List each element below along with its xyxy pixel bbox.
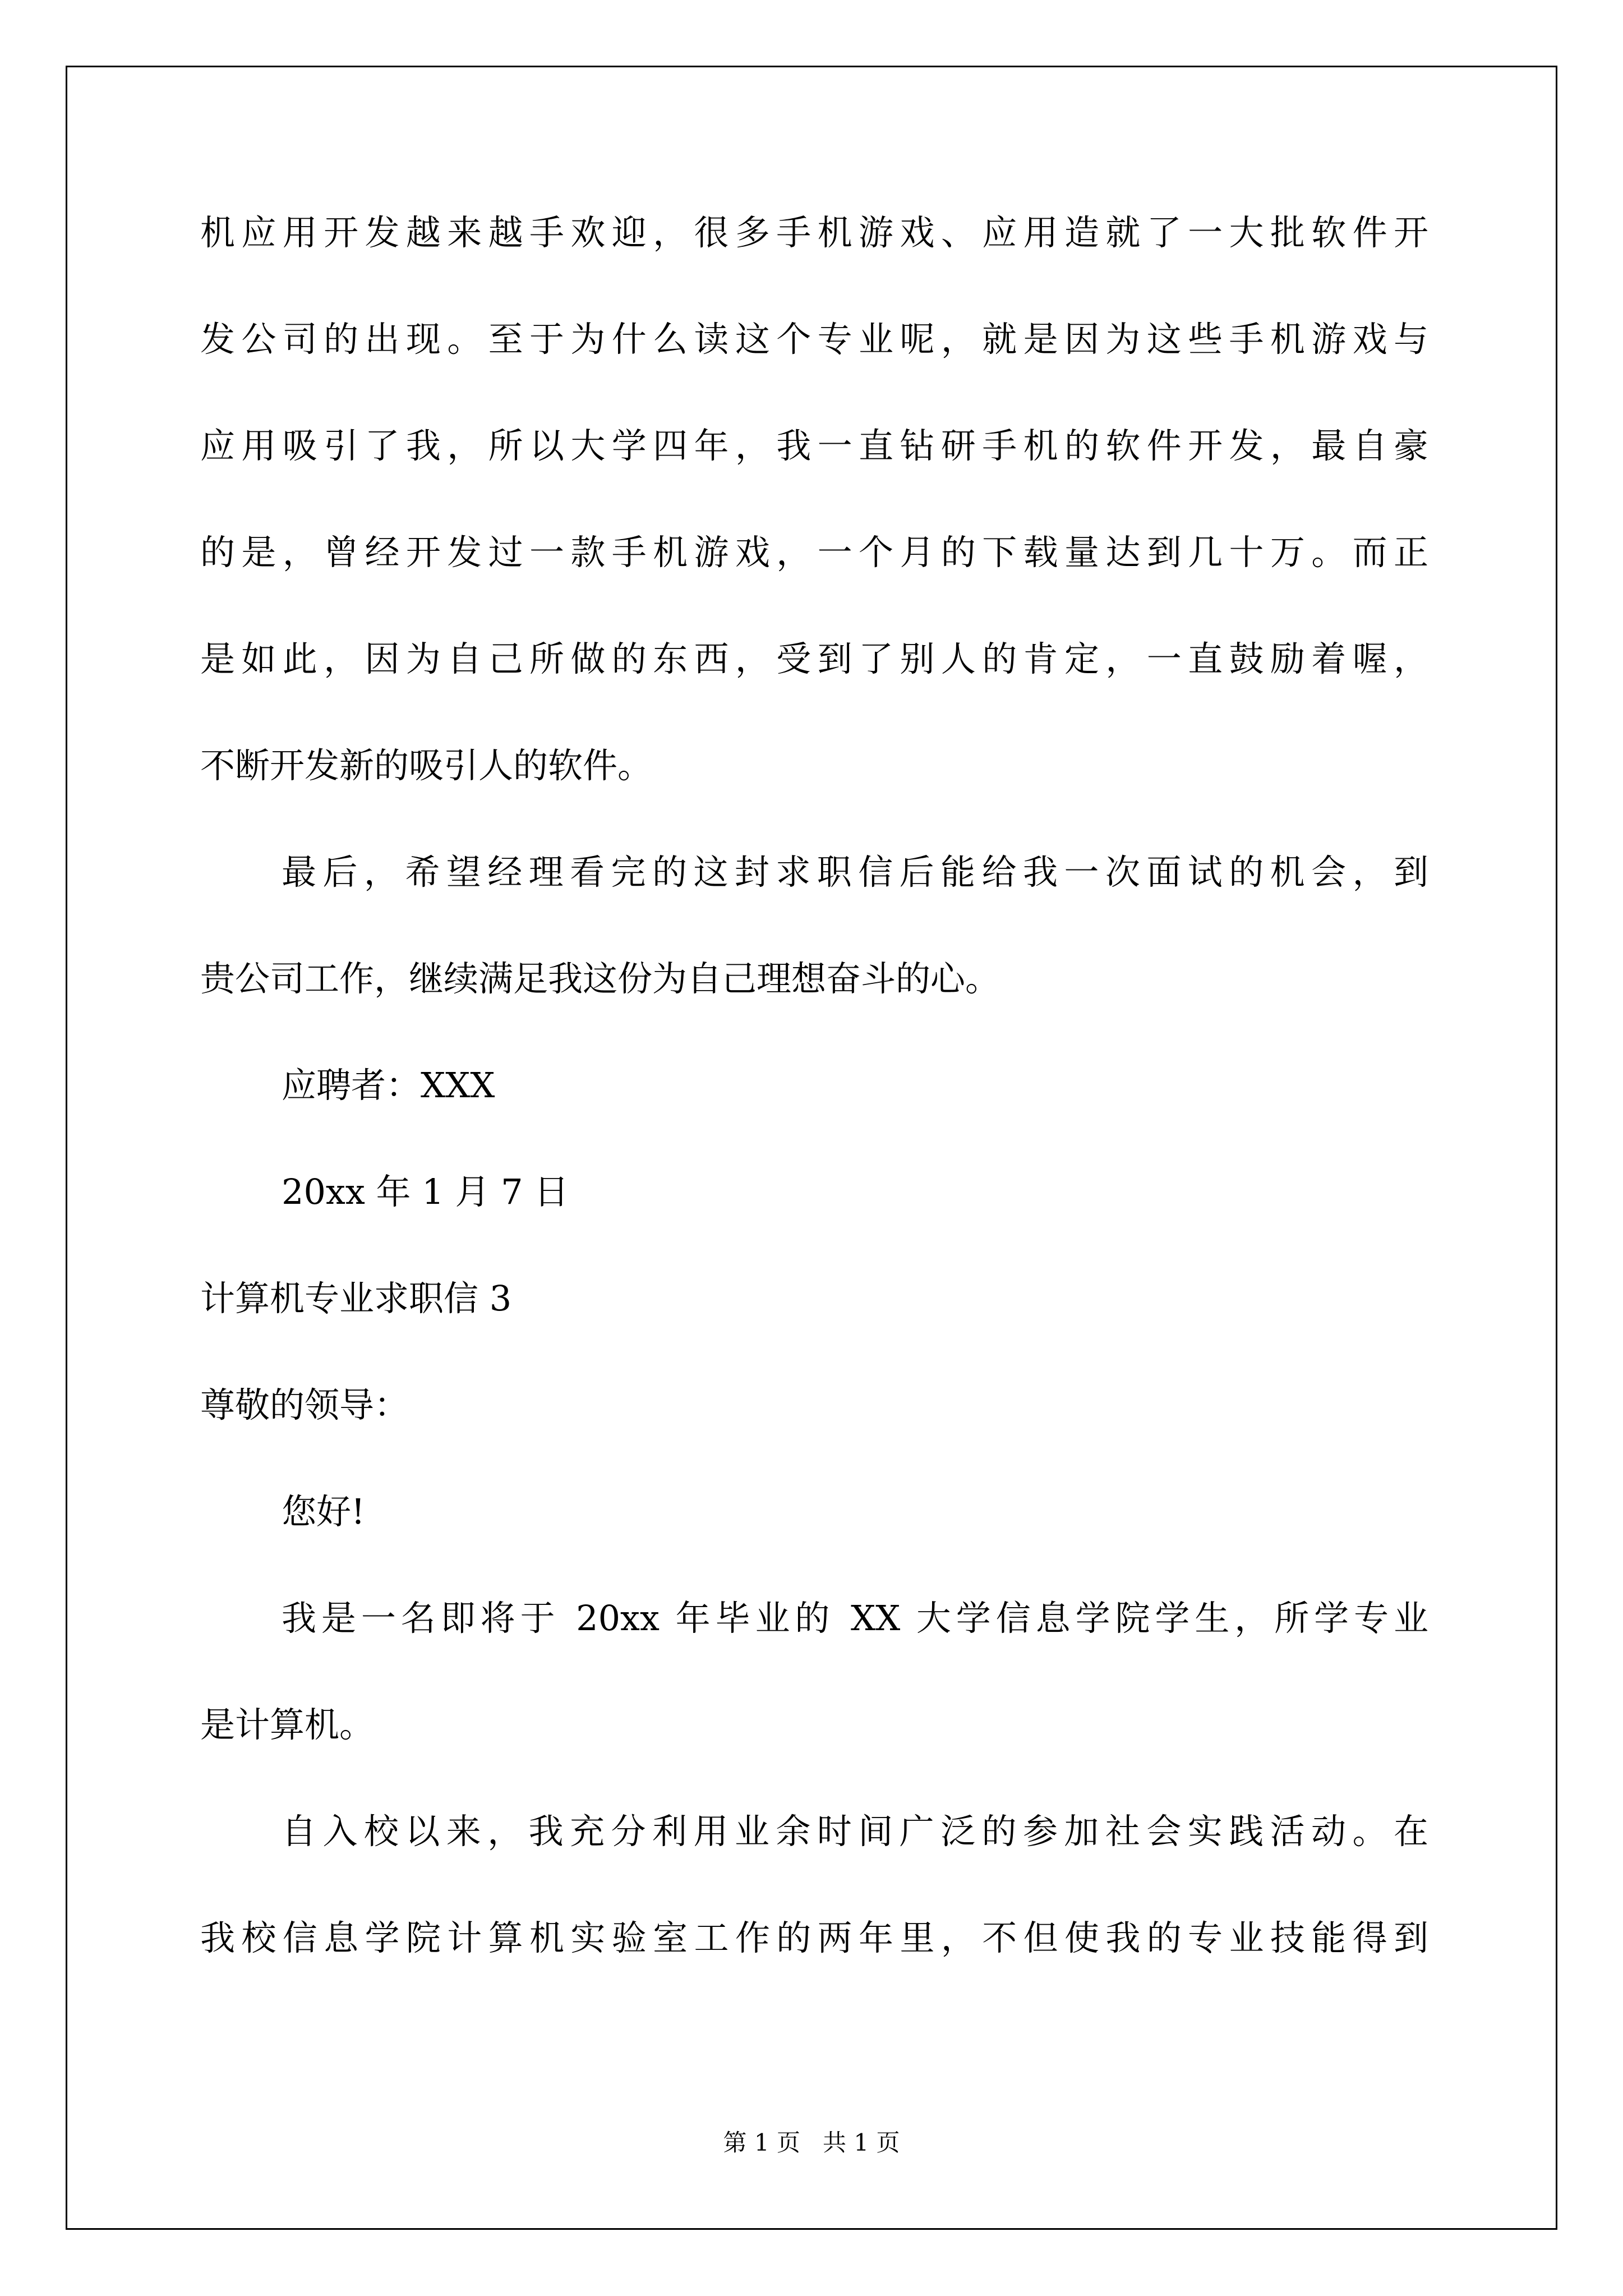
page-footer: 第 1 页 共 1 页	[723, 2129, 900, 2156]
body-line-14: 我是一名即将于 20xx 年毕业的 XX 大学信息学院学生，所学专业	[282, 1598, 1428, 1639]
greeting: 您好!	[282, 1491, 365, 1532]
section-title: 计算机专业求职信 3	[200, 1278, 512, 1319]
body-line-6: 不断开发新的吸引人的软件。	[200, 745, 653, 786]
page-border	[66, 66, 1557, 2230]
body-line-7: 最后，希望经理看完的这封求职信后能给我一次面试的机会，到	[282, 852, 1428, 892]
body-line-16: 自入校以来，我充分利用业余时间广泛的参加社会实践活动。在	[282, 1811, 1428, 1852]
body-line-8: 贵公司工作，继续满足我这份为自己理想奋斗的心。	[200, 958, 1000, 999]
body-line-1: 机应用开发越来越手欢迎，很多手机游戏、应用造就了一大批软件开	[200, 212, 1428, 253]
signature-applicant: 应聘者：XXX	[282, 1065, 495, 1106]
body-line-4: 的是，曾经开发过一款手机游戏，一个月的下载量达到几十万。而正	[200, 532, 1428, 573]
body-line-17: 我校信息学院计算机实验室工作的两年里，不但使我的专业技能得到	[200, 1917, 1428, 1958]
body-line-2: 发公司的出现。至于为什么读这个专业呢，就是因为这些手机游戏与	[200, 319, 1428, 360]
signature-date: 20xx 年 1 月 7 日	[282, 1171, 569, 1212]
body-line-5: 是如此，因为自己所做的东西，受到了别人的肯定，一直鼓励着喔，	[200, 638, 1428, 679]
body-line-3: 应用吸引了我，所以大学四年，我一直钻研手机的软件开发，最自豪	[200, 425, 1428, 466]
salutation: 尊敬的领导：	[200, 1384, 409, 1425]
body-line-15: 是计算机。	[200, 1704, 375, 1745]
